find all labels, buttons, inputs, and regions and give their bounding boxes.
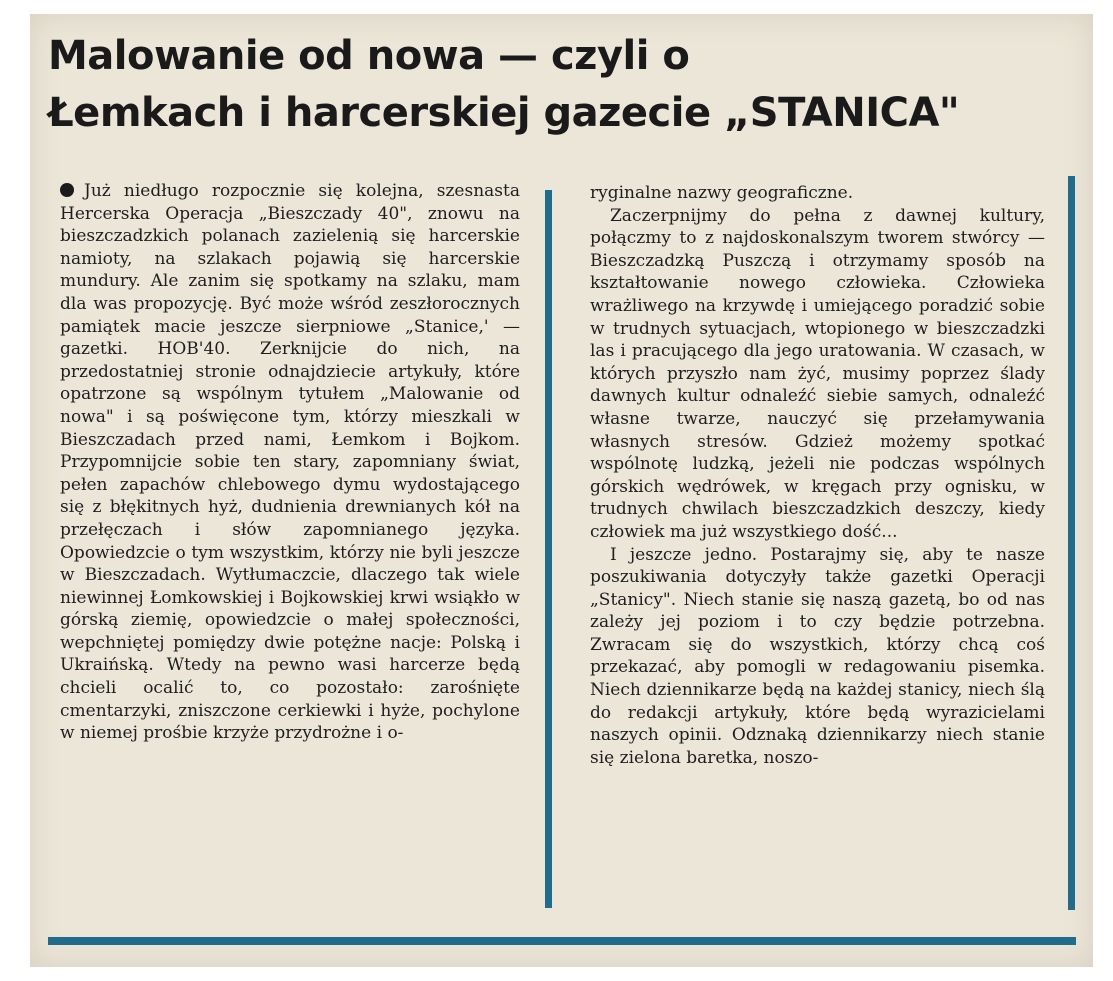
headline-line-2: Łemkach i harcerskiej gazecie „STANICA"	[48, 90, 960, 136]
column-divider	[545, 190, 552, 908]
article-column-left	[60, 180, 520, 745]
bottom-rule	[48, 937, 1076, 945]
paragraph-text: Już niedługo rozpocznie się kolejna, szesnasta Hercerska Operacja „Bieszczady 40", znowu na bieszczadzkich polanach zazielenią się harcerskie namioty, na szlakach pojawią się harcerskie mundury. Ale zanim się spotkamy na szlaku, mam dla was propozycję. Być może wśród zeszłorocznych pamiątek macie jeszcze sierpniowe „Stanice,' — gazetki. HOB'40. Zerknijcie do nich, na przedostatniej stronie odnajdziecie artykuły, które opatrzone są wspólnym tytułem „Malowanie od nowa" i są poświęcone tym, którzy mieszkali w Bieszczadach przed nami, Łemkom i Bojkom. Przypomnijcie sobie ten stary, zapomniany świat, pełen zapachów chlebowego dymu wydostającego się z błękitnych hyż, dudnienia drewnianych kół na przełęczach i słów zapomnianego języka. Opowiedzcie o tym wszystkim, którzy nie byli jeszcze w Bieszczadach. Wytłumaczcie, dlaczego tak wiele niewinnej Łomkowskiej i Bojkowskiej krwi wsiąkło w górską ziemię, opowiedzcie o małej społeczności, wepchniętej pomiędzy dwie potężne nacje: Polską i Ukraińską. Wtedy na pewno wasi harcerze będą chcieli ocalić to, co pozostało: zarośnięte cmentarzyki, zniszczone cerkiewki i hyże, pochylone w niemej prośbie krzyże przydrożne i o-	[60, 181, 520, 744]
paragraph: I jeszcze jedno. Postarajmy się, aby te nasze poszukiwania dotyczyły także gazetki Operacji „Stanicy". Niech stanie się naszą gazetą, bo od nas zależy jej poziom i to czy będzie potrzebna. Zwracam się do wszystkich, którzy chcą coś przekazać, aby pomogli w redagowaniu pisemka. Niech dziennikarze będą na każdej stanicy, niech ślą do redakcji artykuły, które będą wyrazicielami naszych opinii. Odznaką dziennikarzy niech stanie się zielona baretka, noszo-	[590, 544, 1045, 768]
article-headline	[48, 28, 1068, 142]
headline-line-1: Malowanie od nowa — czyli o	[48, 33, 690, 79]
paragraph	[60, 180, 520, 745]
column-border-right	[1068, 176, 1075, 910]
bullet-icon	[60, 183, 74, 197]
paragraph: ryginalne nazwy geograficzne.	[590, 183, 854, 203]
paragraph: Zaczerpnijmy do pełna z dawnej kultury, połączmy to z najdoskonalszym tworem stwórcy — Bieszczadzką Puszczą i otrzymamy sposób na kształtowanie nowego człowieka. Człowieka wrażliwego na krzywdę i umiejącego poradzić sobie w trudnych sytuacjach, wtopionego w bieszczadzki las i pracującego dla jego uratowania. W czasach, w których przyszło nam żyć, musimy poprzez ślady dawnych kultur odnaleźć siebie samych, odnaleźć własne twarze, nauczyć się przełamywania własnych stresów. Gdzież możemy spotkać wspólnotę ludzką, jeżeli nie podczas wspólnych górskich wędrówek, w kręgach przy ognisku, w trudnych chwilach bieszczadzkich deszczy, kiedy człowiek ma już wszystkiego dość...	[590, 205, 1045, 542]
article-column-right	[590, 182, 1045, 769]
